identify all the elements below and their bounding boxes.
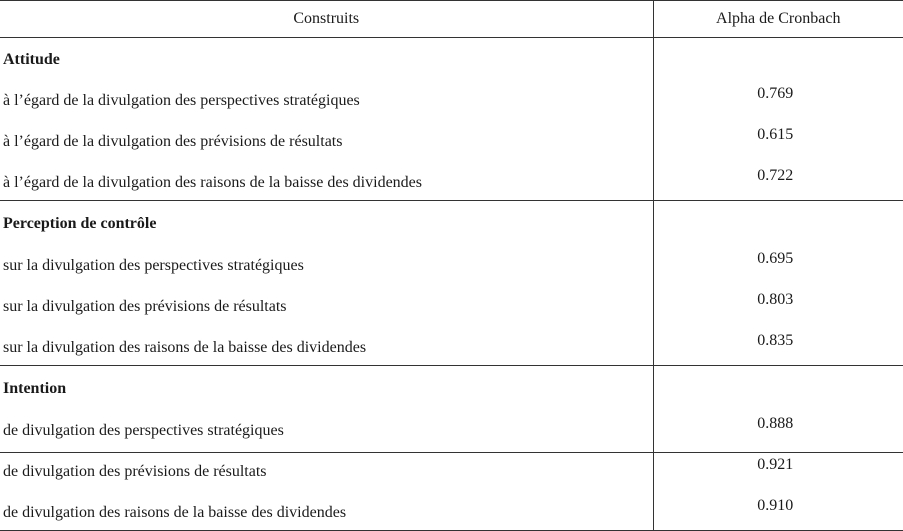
header-alpha: Alpha de Cronbach	[653, 1, 903, 38]
alpha-value: 0.769	[757, 85, 794, 102]
group-row-intention	[0, 366, 903, 408]
group-title: Intention	[0, 366, 653, 408]
alpha-value: 0.803	[757, 291, 794, 308]
alpha-value: 0.835	[757, 332, 794, 349]
construct-label: de divulgation des prévisions de résultats	[0, 448, 653, 489]
alpha-value: 0.695	[757, 250, 794, 267]
table-row	[0, 324, 903, 366]
construct-label: de divulgation des perspectives stratégiques	[0, 407, 653, 448]
header-constructs: Construits	[0, 1, 653, 38]
alpha-value: 0.921	[757, 456, 794, 473]
construct-label: à l’égard de la divulgation des prévisions de résultats	[0, 118, 653, 159]
alpha-value: 0.910	[653, 489, 903, 531]
table-row	[0, 448, 903, 489]
group-title: Perception de contrôle	[0, 201, 653, 243]
header-row	[0, 1, 903, 38]
group-title: Attitude	[0, 38, 653, 78]
construct-label: sur la divulgation des raisons de la baisse des dividendes	[0, 324, 653, 366]
alpha-value: 0.722	[757, 167, 794, 184]
table-row	[0, 159, 903, 201]
table-row	[0, 242, 903, 283]
group-row-attitude	[0, 38, 903, 78]
table-row	[0, 489, 903, 531]
table-row	[0, 283, 903, 324]
alpha-value: 0.888	[757, 415, 794, 432]
construct-label: sur la divulgation des perspectives stratégiques	[0, 242, 653, 283]
table-row	[0, 77, 903, 118]
table-row	[0, 118, 903, 159]
group-row-perception	[0, 201, 903, 243]
table-bottom-rule	[0, 452, 903, 453]
construct-label: sur la divulgation des prévisions de résultats	[0, 283, 653, 324]
alpha-value: 0.615	[757, 126, 794, 143]
construct-label: à l’égard de la divulgation des raisons de la baisse des dividendes	[0, 159, 653, 201]
table-row	[0, 407, 903, 448]
construct-label: de divulgation des raisons de la baisse des dividendes	[0, 489, 653, 531]
construct-label: à l’égard de la divulgation des perspectives stratégiques	[0, 77, 653, 118]
